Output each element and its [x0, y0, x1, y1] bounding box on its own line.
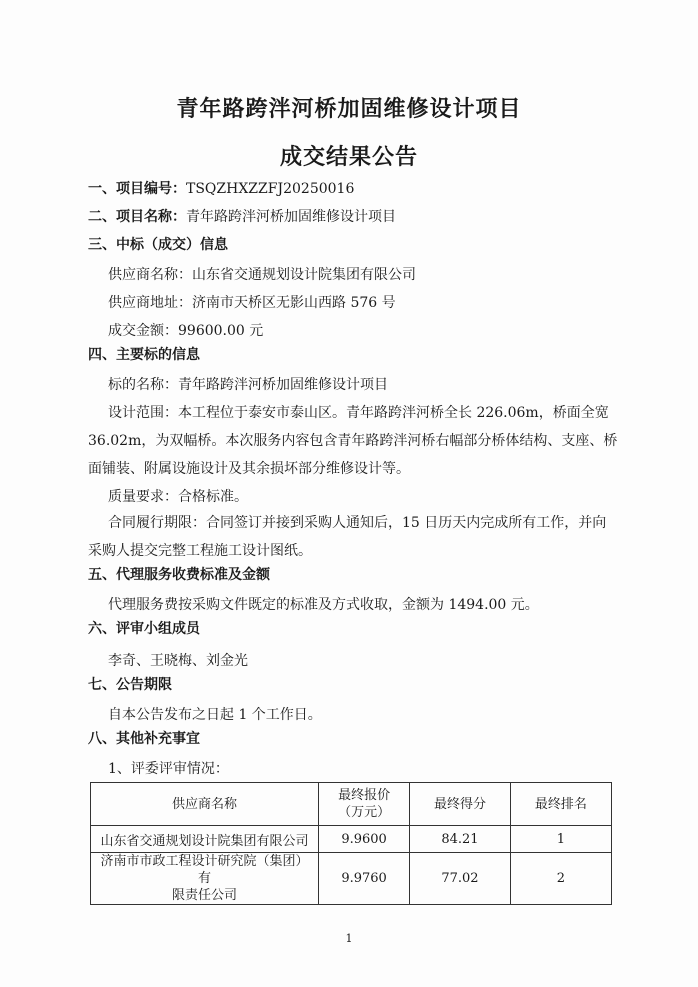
section-award-info-heading: 三、中标（成交）信息 — [88, 237, 228, 253]
section-label: 二、项目名称： — [88, 209, 186, 225]
review-panel-members: 李奇、王晓梅、刘金光 — [108, 653, 248, 669]
evaluation-results-table — [90, 782, 612, 905]
section-subject-info-heading: 四、主要标的信息 — [88, 347, 200, 363]
page-number: 1 — [345, 932, 353, 945]
supplier-address: 供应商地址：济南市天桥区无影山西路 576 号 — [108, 295, 396, 311]
section-agency-fee-heading: 五、代理服务收费标准及金额 — [88, 567, 270, 583]
header-final-score: 最终得分 — [410, 783, 510, 826]
section-review-panel-heading: 六、评审小组成员 — [88, 621, 200, 637]
cell-supplier: 山东省交通规划设计院集团有限公司 — [91, 826, 319, 853]
quality-requirement: 质量要求：合格标准。 — [108, 489, 248, 505]
notice-period-text: 自本公告发布之日起 1 个工作日。 — [108, 707, 322, 723]
section-project-name — [88, 208, 396, 226]
table-row — [91, 826, 612, 853]
document-title: 青年路跨泮河桥加固维修设计项目 — [176, 96, 522, 122]
header-final-rank: 最终排名 — [510, 783, 611, 826]
project-number-value: TSQZHXZZFJ20250016 — [186, 181, 355, 197]
cell-score: 77.02 — [410, 853, 510, 905]
section-project-number — [88, 180, 354, 198]
design-scope-line-3: 面铺装、附属设施设计及其余损坏部分维修设计等。 — [88, 461, 410, 477]
table-header-row — [91, 783, 612, 826]
header-final-price: 最终报价 （万元） — [318, 783, 409, 826]
cell-score: 84.21 — [410, 826, 510, 853]
cell-rank: 1 — [510, 826, 611, 853]
section-label: 一、项目编号： — [88, 181, 186, 197]
cell-price: 9.9600 — [318, 826, 409, 853]
section-notice-period-heading: 七、公告期限 — [88, 677, 172, 693]
subject-name: 标的名称：青年路跨泮河桥加固维修设计项目 — [108, 377, 388, 393]
header-supplier-name: 供应商名称 — [91, 783, 319, 826]
award-amount: 成交金额：99600.00 元 — [108, 323, 264, 339]
cell-rank: 2 — [510, 853, 611, 905]
review-situation-subheading: 1、评委评审情况： — [108, 761, 229, 777]
project-name-value: 青年路跨泮河桥加固维修设计项目 — [186, 209, 396, 225]
contract-period-line-1: 合同履行期限：合同签订并接到采购人通知后，15 日历天内完成所有工作，并向 — [108, 515, 607, 531]
cell-price: 9.9760 — [318, 853, 409, 905]
agency-fee-text: 代理服务费按采购文件既定的标准及方式收取，金额为 1494.00 元。 — [108, 597, 539, 613]
cell-supplier: 济南市市政工程设计研究院（集团）有 限责任公司 — [91, 853, 319, 905]
section-other-matters-heading: 八、其他补充事宜 — [88, 731, 200, 747]
design-scope-line-1: 设计范围：本工程位于泰安市泰山区。青年路跨泮河桥全长 226.06m，桥面全宽 — [108, 405, 609, 421]
document-subtitle: 成交结果公告 — [279, 144, 418, 170]
contract-period-line-2: 采购人提交完整工程施工设计图纸。 — [88, 543, 312, 559]
supplier-name: 供应商名称：山东省交通规划设计院集团有限公司 — [108, 267, 416, 283]
design-scope-line-2: 36.02m，为双幅桥。本次服务内容包含青年路跨泮河桥右幅部分桥体结构、支座、桥 — [88, 433, 618, 449]
table-row — [91, 853, 612, 905]
